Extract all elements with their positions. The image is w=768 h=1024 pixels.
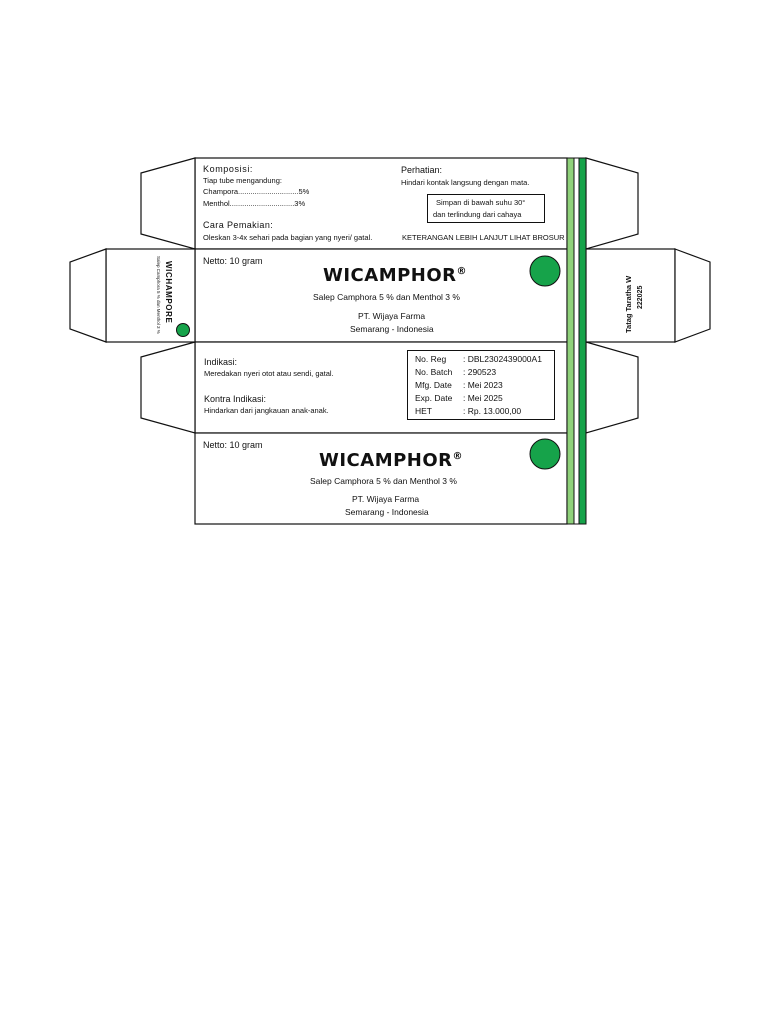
- flap-right-top: [586, 158, 638, 249]
- company-name: PT. Wijaya Farma: [352, 494, 420, 504]
- info-row-batch: [415, 366, 554, 379]
- composition-line-menthol: Menthol...............................3%: [203, 199, 306, 208]
- product-subtitle: Salep Camphora 5 % dan Menthol 3 %: [313, 292, 460, 302]
- info-label: Exp. Date: [415, 393, 453, 403]
- side-left-brand: WICHAMPORE: [164, 261, 173, 324]
- side-right-name: Tatag Taratha W: [624, 275, 633, 333]
- attention-text: Hindari kontak langsung dengan mata.: [401, 178, 530, 187]
- tuck-left: [70, 249, 106, 342]
- composition-intro: Tiap tube mengandung:: [203, 176, 282, 185]
- side-dot-icon: [177, 324, 190, 337]
- flap-left-top: [141, 158, 195, 249]
- brand-title: [319, 452, 463, 470]
- info-row-mfg: [415, 379, 554, 392]
- registered-mark: ®: [456, 266, 468, 277]
- company-city: Semarang - Indonesia: [345, 507, 429, 517]
- more-info-text: KETERANGAN LEBIH LANJUT LIHAT BROSUR: [402, 233, 565, 242]
- info-label: No. Reg: [415, 354, 447, 364]
- side-left-subtitle: Salep Camphora 5 % dan Menthol 3 %: [156, 256, 161, 334]
- info-row-reg: [415, 353, 554, 366]
- brand-name: WICAMPHOR: [323, 265, 457, 286]
- info-value: : Mei 2023: [463, 380, 503, 390]
- glue-strip-dark: [579, 158, 586, 524]
- glue-strip-gap: [574, 158, 579, 524]
- tuck-right: [675, 249, 710, 342]
- brand-dot-icon: [530, 256, 560, 286]
- flap-left-bottom: [141, 342, 195, 433]
- flap-right-bottom: [586, 342, 638, 433]
- indication-text: Meredakan nyeri otot atau sendi, gatal.: [204, 369, 334, 378]
- composition-heading: Komposisi:: [203, 164, 254, 174]
- storage-line-2: dan terlindung dari cahaya: [433, 210, 522, 219]
- registered-mark: ®: [452, 451, 464, 462]
- info-row-exp: [415, 392, 554, 405]
- netto-label: Netto: 10 gram: [203, 440, 263, 450]
- company-city: Semarang - Indonesia: [350, 324, 434, 334]
- indication-heading: Indikasi:: [204, 357, 238, 367]
- info-value: : 290523: [463, 367, 497, 377]
- product-subtitle: Salep Camphora 5 % dan Menthol 3 %: [310, 476, 457, 486]
- storage-line-1: Simpan di bawah suhu 30°: [436, 198, 526, 207]
- attention-heading: Perhatian:: [401, 165, 443, 175]
- storage-box: [427, 194, 545, 223]
- info-value: : Rp. 13.000,00: [463, 406, 522, 416]
- netto-label: Netto: 10 gram: [203, 256, 263, 266]
- composition-line-champora: Champora.............................5%: [203, 187, 310, 196]
- info-value: : DBL2302439000A1: [463, 354, 542, 364]
- contra-indication-heading: Kontra Indikasi:: [204, 394, 267, 404]
- brand-dot-icon: [530, 439, 560, 469]
- info-label: Mfg. Date: [415, 380, 452, 390]
- info-value: : Mei 2025: [463, 393, 503, 403]
- contra-indication-text: Hindarkan dari jangkauan anak-anak.: [204, 406, 329, 415]
- brand-title: [323, 267, 467, 285]
- brand-name: WICAMPHOR: [319, 450, 453, 471]
- registration-info-box: [407, 350, 555, 420]
- side-right-id: 222025: [637, 285, 644, 309]
- info-label: HET: [415, 406, 432, 416]
- usage-heading: Cara Pemakian:: [203, 220, 274, 230]
- info-row-het: [415, 405, 554, 418]
- glue-strip-light: [567, 158, 574, 524]
- usage-text: Oleskan 3-4x sehari pada bagian yang nyeri/ gatal.: [203, 233, 373, 242]
- info-label: No. Batch: [415, 367, 453, 377]
- company-name: PT. Wijaya Farma: [358, 311, 426, 321]
